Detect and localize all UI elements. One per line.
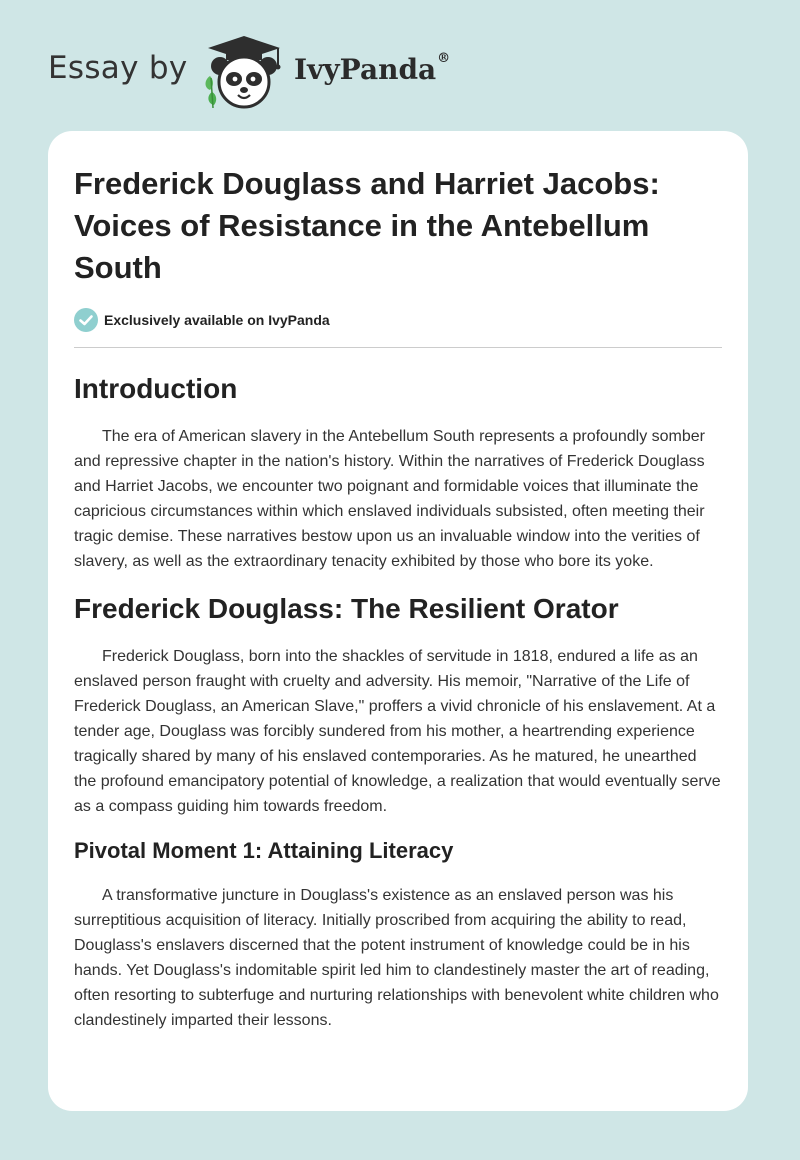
check-circle-icon xyxy=(74,308,98,332)
section-paragraph: Frederick Douglass, born into the shackles of servitude in 1818, endured a life as an enslaved person fraught with cruelty and adversity. His memoir, "Narrative of the Life of Frederick Douglass, an American Slave," proffers a vivid chronicle of his enslavement. At a tender age, Douglass was forcibly sundered from his mother, a heartrending experience tragically shared by many of his enslaved contemporaries. As he matured, he unearthed the profound emancipatory potential of knowledge, a realization that would eventually serve as a compass guiding him towards freedom. xyxy=(74,648,721,815)
essay-title: Frederick Douglass and Harriet Jacobs: Voices of Resistance in the Antebellum South xyxy=(74,166,660,285)
title-divider xyxy=(74,347,722,348)
section-heading: Frederick Douglass: The Resilient Orator xyxy=(74,593,619,624)
section-paragraph: A transformative juncture in Douglass's existence as an enslaved person was his surreptitious acquisition of literacy. Initially proscribed from acquiring the ability to read, Douglass's enslavers discerned that the potent instrument of knowledge could be in his hands. Yet Douglass's indomitable spirit led him to clandestinely master the art of reading, often resorting to subterfuge and nurturing relationships with benevolent white children who clandestinely imparted their lessons. xyxy=(74,887,719,1029)
brand-name[interactable]: IvyPanda® xyxy=(294,51,451,86)
section-frederick-douglass xyxy=(74,592,722,819)
section-introduction xyxy=(74,372,722,574)
section-pivotal-moment-1 xyxy=(74,837,722,1033)
section-heading: Introduction xyxy=(74,373,238,404)
essay-card xyxy=(48,131,748,1111)
subsection-heading: Pivotal Moment 1: Attaining Literacy xyxy=(74,838,454,863)
graduate-panda-icon[interactable] xyxy=(200,36,288,110)
brand-prefix: Essay by xyxy=(48,50,188,86)
availability-text: Exclusively available on IvyPanda xyxy=(104,312,330,328)
availability-badge xyxy=(74,307,722,333)
site-header xyxy=(0,0,800,130)
section-paragraph: The era of American slavery in the Antebellum South represents a profoundly somber and repressive chapter in the nation's history. Within the narratives of Frederick Douglass and Harriet Jacobs, we encounter two poignant and formidable voices that illuminate the capricious circumstances within which enslaved individuals subsisted, often meeting their tragic demise. These narratives bestow upon us an invaluable window into the verities of slavery, as well as the extraordinary tenacity exhibited by those who bore its yoke. xyxy=(74,428,705,570)
